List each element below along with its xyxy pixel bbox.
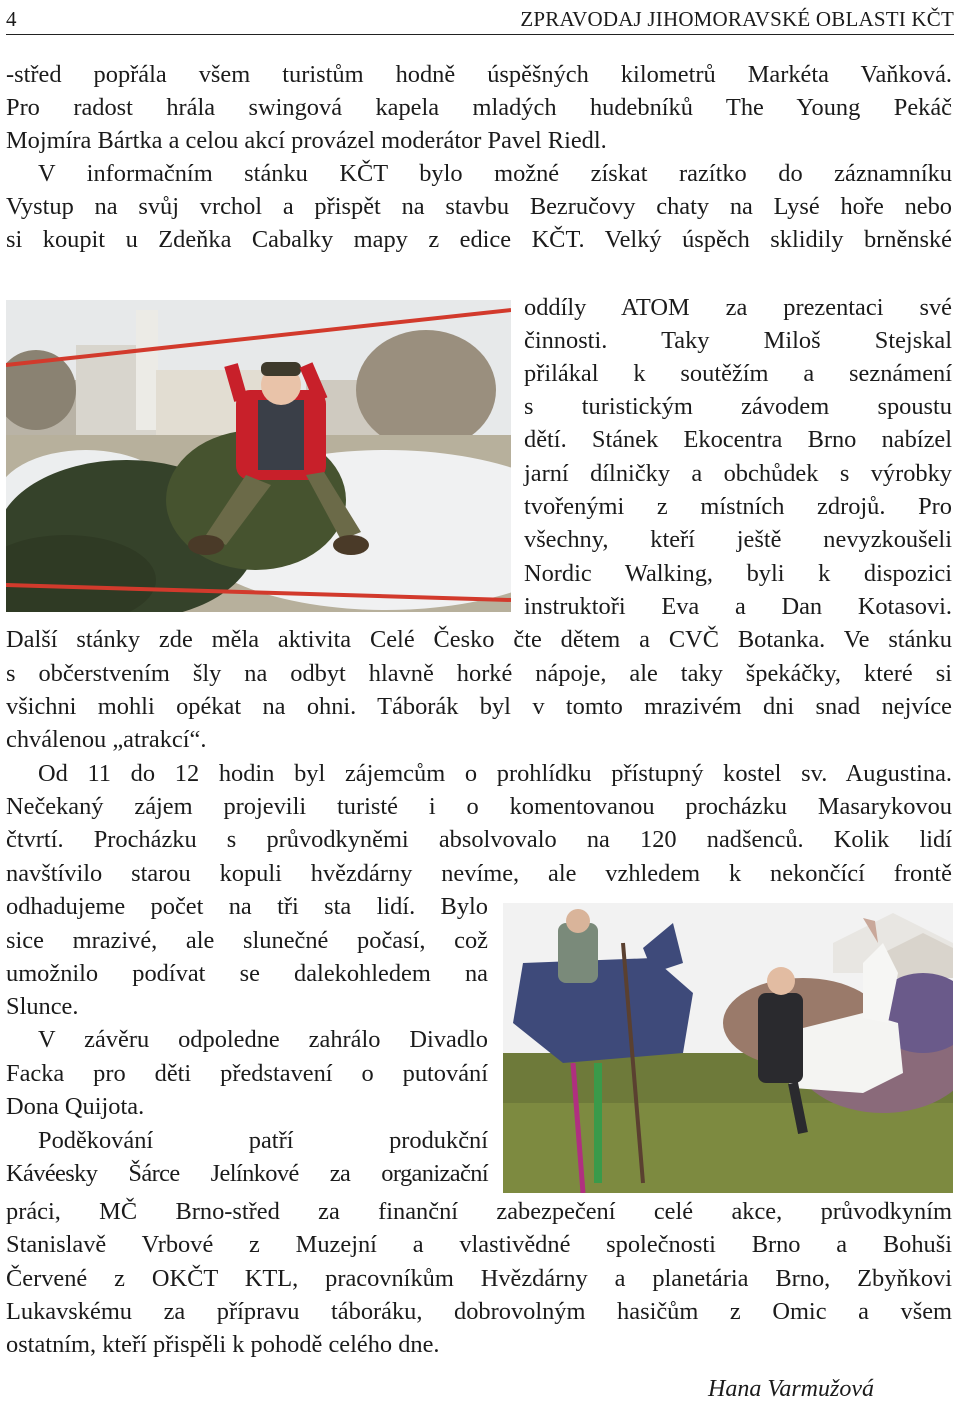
text-line: Mojmíra Bártka a celou akcí provázel moderátor Pavel Riedl. — [6, 127, 607, 154]
photo-boy-on-rope-image — [6, 300, 511, 612]
page-header — [6, 4, 954, 35]
text-line: Lukavskému za přípravu táboráku, dobrovolným hasičům z Omic a všem — [6, 1298, 952, 1325]
text-line: ostatním, kteří přispěli k pohodě celého dne. — [6, 1331, 440, 1358]
text-line: všichni mohli opékat na ohni. Táborák byl v tomto mrazivém dni snad nejvíce — [6, 693, 952, 720]
text-line: s občerstvením šly na odbyt hlavně horké nápoje, ale taky špekáčky, které si — [6, 660, 952, 687]
text-line: dětí. Stánek Ekocentra Brno nabízel — [524, 426, 952, 453]
text-line: umožnilo podívat se dalekohledem na — [6, 960, 488, 987]
photo-boy-on-rope — [6, 300, 511, 612]
text-line: Pro radost hrála swingová kapela mladých hudebníků The Young Pekáč — [6, 94, 952, 121]
text-line: práci, MČ Brno-střed za finanční zabezpečení celé akce, průvodkyním — [6, 1198, 952, 1225]
text-line: si koupit u Zdeňka Cabalky mapy z edice KČT. Velký úspěch sklidily brněnské — [6, 226, 952, 253]
text-line: V závěru odpoledne zahrálo Divadlo — [38, 1026, 488, 1053]
text-line: -střed popřála všem turistům hodně úspěšných kilometrů Markéta Vaňková. — [6, 61, 952, 88]
text-line: Stanislavě Vrbové z Muzejní a vlastivědné společnosti Brno a Bohuši — [6, 1231, 952, 1258]
author-signature: Hana Varmužová — [708, 1376, 874, 1402]
text-line: oddíly ATOM za prezentaci své — [524, 294, 952, 321]
text-line: chválenou „atrakcí“. — [6, 726, 207, 753]
text-line: Nečekaný zájem projevili turisté i o komentovanou procházku Masarykovou — [6, 793, 952, 820]
text-line: Kávéesky Šárce Jelínkové za organizační — [6, 1160, 488, 1187]
photo-theatre-don-quijote — [503, 903, 953, 1193]
text-line: Další stánky zde měla aktivita Celé Česko čte dětem a CVČ Botanka. Ve stánku — [6, 626, 952, 653]
text-line: Dona Quijota. — [6, 1093, 145, 1120]
text-line: všechny, kteří ještě nevyzkoušeli — [524, 526, 952, 553]
text-line: navštívilo starou kopuli hvězdárny nevíme, ale vzhledem k nekončící frontě — [6, 860, 952, 887]
text-line: instruktoři Eva a Dan Kotasovi. — [524, 593, 952, 620]
text-line: Poděkování patří produkční — [38, 1127, 488, 1154]
text-line: s turistickým závodem spoustu — [524, 393, 952, 420]
photo-theatre-image — [503, 903, 953, 1193]
text-line: sice mrazivé, ale slunečné počasí, což — [6, 927, 488, 954]
text-line: Vystup na svůj vrchol a přispět na stavbu Bezručovy chaty na Lysé hoře nebo — [6, 193, 952, 220]
text-line: čtvrtí. Procházku s průvodkyněmi absolvovalo na 120 nadšenců. Kolik lidí — [6, 826, 952, 853]
text-line: jarní dílničky a obchůdek s výrobky — [524, 460, 952, 487]
text-line: přilákal k soutěžím a seznámení — [524, 360, 952, 387]
text-line: Facka pro děti představení o putování — [6, 1060, 488, 1087]
text-line: tvořenými z místních zdrojů. Pro — [524, 493, 952, 520]
text-line: Od 11 do 12 hodin byl zájemcům o prohlídku přístupný kostel sv. Augustina. — [38, 760, 952, 787]
publication-title: ZPRAVODAJ JIHOMORAVSKÉ OBLASTI KČT — [520, 7, 954, 31]
text-line: Slunce. — [6, 993, 79, 1020]
page-number: 4 — [6, 7, 17, 31]
text-line: V informačním stánku KČT bylo možné získat razítko do záznamníku — [38, 160, 952, 187]
text-line: činnosti. Taky Miloš Stejskal — [524, 327, 952, 354]
text-line: odhadujeme počet na tři sta lidí. Bylo — [6, 893, 488, 920]
text-line: Nordic Walking, byli k dispozici — [524, 560, 952, 587]
text-line: Červené z OKČT KTL, pracovníkům Hvězdárny a planetária Brno, Zbyňkovi — [6, 1265, 952, 1292]
